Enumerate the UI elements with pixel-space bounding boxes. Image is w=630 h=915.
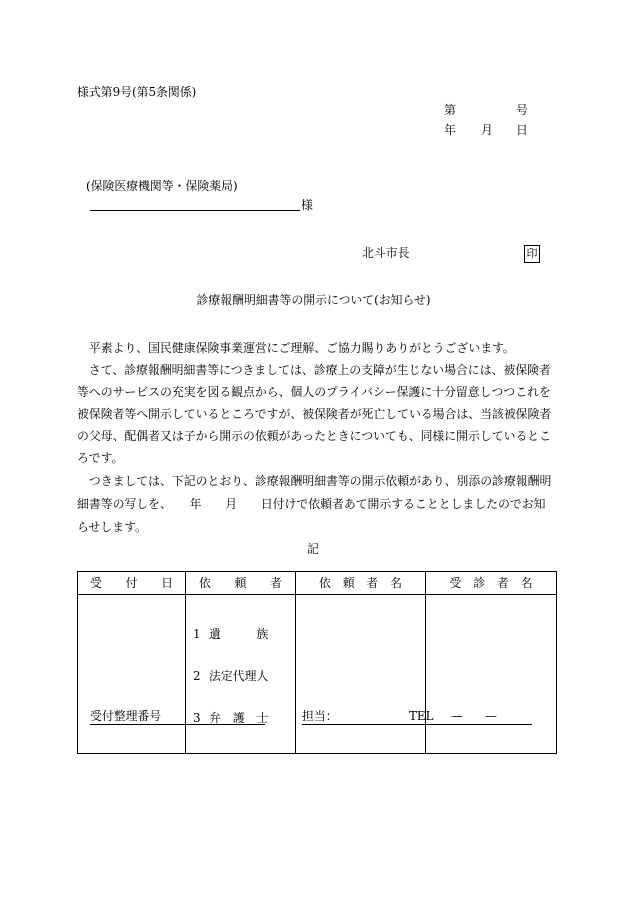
document-number-prefix: 第 (444, 103, 456, 117)
notice-title: 診療報酬明細書等の開示について(お知らせ) (196, 293, 431, 307)
requester-type-cell (186, 595, 296, 754)
body-line: 細書等の写しを、 年 月 日付けで依頼者あて開示することとしましたのでお知 (77, 497, 546, 511)
table-row (78, 595, 557, 754)
header-received-date: 受 付 日 (78, 572, 186, 595)
option-label: 法定代理人 (209, 669, 269, 683)
header-requester: 依 頼 者 (186, 572, 296, 595)
date-day-label: 日 (516, 123, 528, 137)
option-label: 遺 族 (209, 627, 269, 641)
tel-label: TEL (409, 709, 434, 723)
requester-option (193, 627, 295, 641)
form-number: 様式第9号(第5条関係) (77, 85, 197, 99)
header-patient-name: 受 診 者 名 (426, 572, 557, 595)
body-line: 等へのサービスの充実を図る観点から、個人のプライバシー保護に十分留意しつつこれを (77, 385, 551, 399)
body-line: つきましては、下記のとおり、診療報酬明細書等の開示依頼があり、別添の診療報酬明 (77, 474, 552, 488)
recipient-honorific: 様 (301, 198, 313, 212)
sender-name: 北斗市長 (362, 246, 410, 260)
requester-option (193, 669, 295, 683)
tel-separator: — (451, 709, 463, 723)
contact-label: 担当： (302, 709, 338, 723)
option-number: 3 (193, 711, 201, 725)
body-line: の父母、配偶者又は子から開示の依頼があったときについても、同様に開示しているとこ (77, 429, 552, 443)
body-line: 被保険者等へ開示しているところですが、被保険者が死亡している場合は、当該被保険者 (77, 407, 552, 421)
reception-number-label: 受付整理番号 (90, 709, 162, 723)
recipient-name-line (90, 210, 300, 211)
recipient-organization: (保険医療機関等・保険薬局) (86, 179, 238, 193)
option-label: 弁 護 士 (209, 711, 269, 725)
body-line: ろです。 (77, 451, 124, 465)
request-table (77, 571, 557, 754)
body-line: らせします。 (77, 520, 147, 534)
option-number: 2 (193, 669, 201, 683)
body-line: 平素より、国民健康保険事業運営にご理解、ご協力賜りありがとうございます。 (77, 341, 515, 355)
reception-number-field (90, 709, 265, 725)
document-number-suffix: 号 (516, 103, 528, 117)
notice-heading: 記 (307, 542, 319, 556)
body-line: さて、診療報酬明細書等につきましては、診療上の支障が生じない場合には、被保険者 (77, 363, 551, 377)
header-requester-name: 依 頼 者 名 (296, 572, 426, 595)
option-number: 1 (193, 627, 201, 641)
tel-separator: — (485, 709, 497, 723)
official-seal-mark: 印 (524, 245, 540, 263)
contact-field (302, 709, 532, 725)
date-year-label: 年 (444, 123, 456, 137)
requester-name-cell (296, 595, 426, 754)
patient-name-cell (426, 595, 557, 754)
date-month-label: 月 (481, 123, 493, 137)
table-header-row (78, 572, 557, 595)
